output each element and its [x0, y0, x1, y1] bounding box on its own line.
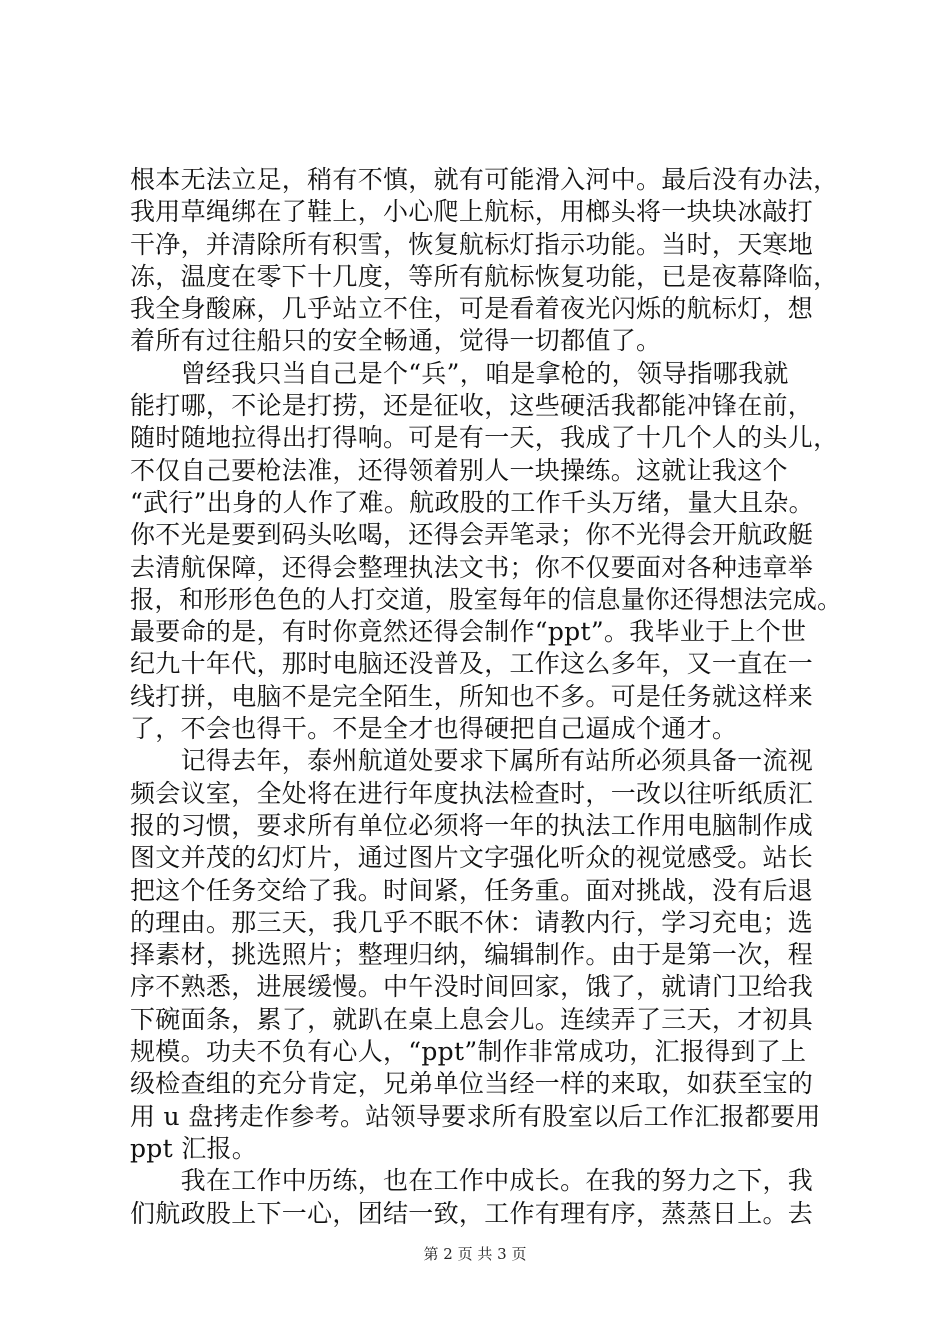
text-line: 冻，温度在零下十几度，等所有航标恢复功能，已是夜幕降临，	[130, 261, 839, 291]
text-line: 记得去年，泰州航道处要求下属所有站所必须具备一流视	[130, 746, 814, 776]
text-line: 规模。功夫不负有心人，“ppt”制作非常成功，汇报得到了上	[130, 1037, 807, 1067]
text-line: “武行”出身的人作了难。航政股的工作千头万绪，量大且杂。	[130, 487, 814, 517]
text-line: 们航政股上下一心，团结一致，工作有理有序，蒸蒸日上。去	[130, 1198, 814, 1228]
text-line: 干净，并清除所有积雪，恢复航标灯指示功能。当时，天寒地	[130, 229, 814, 259]
text-line: 了，不会也得干。不是全才也得硬把自己逼成个通才。	[130, 714, 738, 744]
text-line: 随时随地拉得出打得响。可是有一天，我成了十几个人的头儿，	[130, 423, 839, 453]
text-line: 用 u 盘拷走作参考。站领导要求所有股室以后工作汇报都要用	[130, 1101, 821, 1131]
page-footer: 第 2 页 共 3 页	[423, 1245, 527, 1263]
text-line: 级检查组的充分肯定，兄弟单位当经一样的来取，如获至宝的	[130, 1069, 814, 1099]
body-text	[130, 164, 842, 1230]
text-line: 我用草绳绑在了鞋上，小心爬上航标，用榔头将一块块冰敲打	[130, 197, 814, 227]
text-line: 频会议室，全处将在进行年度执法检查时，一改以往听纸质汇	[130, 778, 814, 808]
text-line: 报，和形形色色的人打交道，股室每年的信息量你还得想法完成。	[130, 584, 842, 614]
text-line: 图文并茂的幻灯片，通过图片文字强化听众的视觉感受。站长	[130, 843, 814, 873]
text-line: 根本无法立足，稍有不慎，就有可能滑入河中。最后没有办法，	[130, 165, 839, 194]
text-line: 的理由。那三天，我几乎不眠不休：请教内行，学习充电；选	[130, 907, 814, 937]
text-line: 我在工作中历练，也在工作中成长。在我的努力之下，我	[130, 1166, 814, 1196]
text-line: 我全身酸麻，几乎站立不住，可是看着夜光闪烁的航标灯，想	[130, 294, 814, 324]
text-line: 不仅自己要枪法准，还得领着别人一块操练。这就让我这个	[130, 455, 788, 485]
text-line: 纪九十年代，那时电脑还没普及，工作这么多年，又一直在一	[130, 649, 814, 679]
text-line: ppt 汇报。	[130, 1133, 258, 1163]
text-line: 着所有过往船只的安全畅通，觉得一切都值了。	[130, 326, 662, 356]
text-line: 把这个任务交给了我。时间紧，任务重。面对挑战，没有后退	[130, 875, 814, 905]
text-line: 最要命的是，有时你竟然还得会制作“ppt”。我毕业于上个世	[130, 617, 807, 647]
text-line: 去清航保障，还得会整理执法文书；你不仅要面对各种违章举	[130, 552, 814, 582]
text-line: 你不光是要到码头吆喝，还得会弄笔录；你不光得会开航政艇	[130, 520, 814, 550]
text-line: 报的习惯，要求所有单位必须将一年的执法工作用电脑制作成	[130, 810, 814, 840]
text-line: 线打拼，电脑不是完全陌生，所知也不多。可是任务就这样来	[130, 681, 814, 711]
text-line: 下碗面条，累了，就趴在桌上息会儿。连续弄了三天，才初具	[130, 1004, 814, 1034]
text-line: 择素材，挑选照片；整理归纳，编辑制作。由于是第一次，程	[130, 940, 814, 970]
text-line: 序不熟悉，进展缓慢。中午没时间回家，饿了，就请门卫给我	[130, 972, 814, 1002]
text-line: 曾经我只当自己是个“兵”，咱是拿枪的，领导指哪我就	[130, 358, 789, 388]
text-line: 能打哪，不论是打捞，还是征收，这些硬活我都能冲锋在前，	[130, 391, 814, 421]
